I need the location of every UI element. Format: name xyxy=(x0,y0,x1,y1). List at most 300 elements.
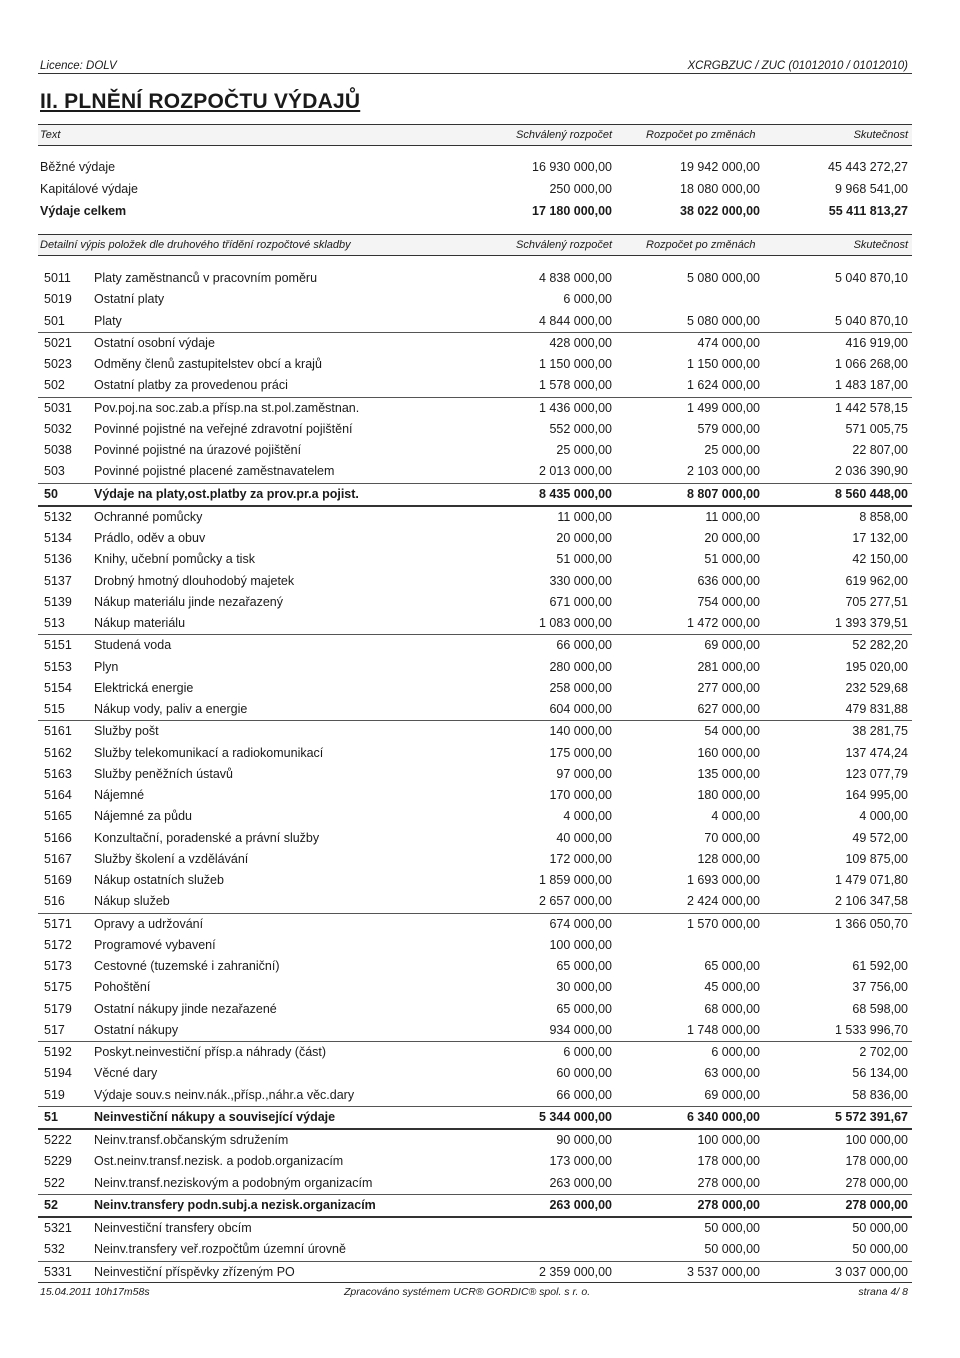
table-row xyxy=(38,1130,912,1151)
subtotal-row xyxy=(38,699,912,721)
approved-value: 330 000,00 xyxy=(549,573,612,588)
table-row xyxy=(38,354,912,375)
item-text: Knihy, učební pomůcky a tisk xyxy=(94,552,255,567)
approved-value: 66 000,00 xyxy=(556,638,612,653)
table-row xyxy=(38,999,912,1020)
revised-value: 69 000,00 xyxy=(704,638,760,653)
approved-value: 428 000,00 xyxy=(549,335,612,350)
group-total-row xyxy=(38,1195,912,1218)
subtotal-row xyxy=(38,1020,912,1042)
item-code: 517 xyxy=(44,1022,65,1037)
approved-value: 173 000,00 xyxy=(549,1154,612,1169)
item-text: Programové vybavení xyxy=(94,937,216,952)
item-code: 532 xyxy=(44,1242,65,1257)
item-text: Prádlo, oděv a obuv xyxy=(94,531,206,545)
table-row xyxy=(38,935,912,956)
approved-value: 1 859 000,00 xyxy=(539,873,612,887)
approved-value: 97 000,00 xyxy=(556,766,612,781)
actual-value: 49 572,00 xyxy=(852,830,908,845)
table-row xyxy=(38,721,912,742)
actual-value: 61 592,00 xyxy=(852,959,908,973)
item-code: 502 xyxy=(44,378,65,393)
item-code: 5321 xyxy=(44,1221,72,1235)
item-code: 50 xyxy=(44,486,58,501)
item-text: Ost.neinv.transf.nezisk. a podob.organizacím xyxy=(94,1154,344,1169)
col-header-detail: Detailní výpis položek dle druhového třídění rozpočtové skladby xyxy=(40,239,351,251)
actual-value: 38 281,75 xyxy=(852,724,908,739)
subtotal-row xyxy=(38,613,912,635)
table-row xyxy=(38,743,912,764)
item-code: 5166 xyxy=(44,830,72,845)
revised-value: 6 340 000,00 xyxy=(687,1109,760,1124)
col-header-approved: Schválený rozpočet xyxy=(516,239,612,251)
item-code: 5222 xyxy=(44,1133,72,1147)
revised-value: 8 807 000,00 xyxy=(687,486,760,501)
item-code: 516 xyxy=(44,894,65,909)
actual-value: 109 875,00 xyxy=(845,851,908,866)
revised-value: 2 424 000,00 xyxy=(687,894,760,909)
item-text: Povinné pojistné na úrazové pojištění xyxy=(94,443,302,457)
approved-value: 2 657 000,00 xyxy=(539,894,612,909)
actual-value: 619 962,00 xyxy=(845,573,908,588)
actual-value: 56 134,00 xyxy=(852,1066,908,1081)
revised-value: 1 624 000,00 xyxy=(687,378,760,393)
revised-value: 160 000,00 xyxy=(697,745,760,760)
revised-value: 281 000,00 xyxy=(697,659,760,674)
table-row xyxy=(38,956,912,977)
actual-value: 232 529,68 xyxy=(845,680,908,695)
item-text: Výdaje souv.s neinv.nák.,přísp.,náhr.a věc.dary xyxy=(94,1087,355,1102)
item-code: 5031 xyxy=(44,400,72,415)
actual-value: 1 442 578,15 xyxy=(835,400,908,415)
item-text: Nákup materiálu jinde nezařazený xyxy=(94,594,283,609)
revised-value: 1 570 000,00 xyxy=(687,916,760,931)
approved-value: 6 000,00 xyxy=(563,292,612,307)
item-text: Ochranné pomůcky xyxy=(94,509,203,524)
item-code: 5021 xyxy=(44,335,72,350)
top-line xyxy=(38,60,912,74)
revised-value: 69 000,00 xyxy=(704,1087,760,1102)
item-code: 5229 xyxy=(44,1154,72,1169)
actual-value: 100 000,00 xyxy=(845,1133,908,1147)
revised-value: 627 000,00 xyxy=(697,702,760,716)
revised-value: 2 103 000,00 xyxy=(687,464,760,479)
table-row xyxy=(38,528,912,549)
item-text: Výdaje na platy,ost.platby za prov.pr.a pojist. xyxy=(94,486,359,501)
actual-value: 37 756,00 xyxy=(852,980,908,995)
group-total-row xyxy=(38,1107,912,1130)
item-code: 5151 xyxy=(44,638,72,653)
item-text: Nájemné xyxy=(94,788,145,802)
item-text: Povinné pojistné placené zaměstnavatelem xyxy=(94,464,335,479)
approved-value: 60 000,00 xyxy=(556,1066,612,1081)
approved-value: 4 838 000,00 xyxy=(539,271,612,285)
item-code: 52 xyxy=(44,1197,58,1212)
item-text: Neinv.transfery podn.subj.a nezisk.organizacím xyxy=(94,1197,376,1212)
subtotal-row xyxy=(38,1239,912,1261)
item-code: 5011 xyxy=(44,271,71,285)
item-text: Plyn xyxy=(94,659,119,674)
item-code: 5175 xyxy=(44,980,72,995)
approved-value: 263 000,00 xyxy=(549,1175,612,1190)
col-header-text: Text xyxy=(40,129,61,141)
item-code: 5167 xyxy=(44,851,72,866)
approved-value: 40 000,00 xyxy=(556,830,612,845)
item-code: 513 xyxy=(44,616,65,630)
revised-value: 5 080 000,00 xyxy=(687,313,760,328)
actual-value: 17 132,00 xyxy=(852,531,908,545)
col-header-actual: Skutečnost xyxy=(853,129,908,141)
actual-value: 8 560 448,00 xyxy=(835,486,908,501)
actual-value: 705 277,51 xyxy=(845,594,908,609)
actual-value: 52 282,20 xyxy=(852,638,908,653)
item-code: 5023 xyxy=(44,357,72,371)
revised-value: 65 000,00 xyxy=(704,959,760,973)
actual-value: 68 598,00 xyxy=(852,1001,908,1016)
approved-value: 65 000,00 xyxy=(556,959,612,973)
item-text: Nákup ostatních služeb xyxy=(94,873,224,887)
col-header-actual: Skutečnost xyxy=(853,239,908,251)
approved-value: 11 000,00 xyxy=(557,509,612,524)
col-header-revised: Rozpočet po změnách xyxy=(646,129,756,141)
summary-actual: 9 968 541,00 xyxy=(835,182,908,196)
item-code: 5331 xyxy=(44,1264,72,1279)
approved-value: 1 150 000,00 xyxy=(539,357,612,371)
actual-value: 2 702,00 xyxy=(859,1045,908,1059)
table-row xyxy=(38,1218,912,1239)
table-row xyxy=(38,333,912,354)
item-text: Ostatní nákupy xyxy=(94,1022,179,1037)
item-text: Studená voda xyxy=(94,638,172,653)
approved-value: 2 013 000,00 xyxy=(539,464,612,479)
subtotal-row xyxy=(38,311,912,333)
table-row xyxy=(38,592,912,613)
revised-value: 1 748 000,00 xyxy=(687,1022,760,1037)
approved-value: 258 000,00 xyxy=(549,680,612,695)
revised-value: 3 537 000,00 xyxy=(687,1264,760,1279)
item-code: 5173 xyxy=(44,959,72,973)
table-row xyxy=(38,440,912,461)
actual-value: 178 000,00 xyxy=(845,1154,908,1169)
subtotal-row xyxy=(38,891,912,913)
table-row xyxy=(38,1262,912,1283)
approved-value: 1 436 000,00 xyxy=(539,400,612,415)
approved-value: 4 844 000,00 xyxy=(539,313,612,328)
actual-value: 2 036 390,90 xyxy=(835,464,908,479)
table-row xyxy=(38,507,912,528)
summary-approved: 17 180 000,00 xyxy=(532,204,612,218)
approved-value: 25 000,00 xyxy=(556,443,612,457)
approved-value: 170 000,00 xyxy=(549,788,612,802)
approved-value: 934 000,00 xyxy=(549,1022,612,1037)
item-text: Nákup služeb xyxy=(94,894,170,909)
item-text: Platy xyxy=(94,313,122,328)
approved-value: 100 000,00 xyxy=(549,937,612,952)
actual-value: 4 000,00 xyxy=(859,809,908,824)
revised-value: 579 000,00 xyxy=(697,421,760,436)
approved-value: 65 000,00 xyxy=(556,1001,612,1016)
item-code: 5032 xyxy=(44,421,72,436)
actual-value: 1 479 071,80 xyxy=(835,873,908,887)
actual-value: 416 919,00 xyxy=(845,335,908,350)
approved-value: 30 000,00 xyxy=(556,980,612,995)
item-text: Služby pošt xyxy=(94,724,159,739)
actual-value: 278 000,00 xyxy=(845,1175,908,1190)
revised-value: 278 000,00 xyxy=(697,1175,760,1190)
revised-value: 1 499 000,00 xyxy=(687,400,760,415)
item-text: Neinvestiční nákupy a související výdaje xyxy=(94,1109,336,1124)
subtotal-row xyxy=(38,1173,912,1195)
revised-value: 180 000,00 xyxy=(697,788,760,802)
item-code: 5179 xyxy=(44,1001,72,1016)
summary-actual: 55 411 813,27 xyxy=(828,204,908,218)
item-code: 501 xyxy=(44,313,65,328)
item-code: 5132 xyxy=(44,509,72,524)
revised-value: 135 000,00 xyxy=(697,766,760,781)
revised-value: 51 000,00 xyxy=(704,552,760,567)
table-row xyxy=(38,635,912,656)
actual-value: 5 572 391,67 xyxy=(835,1109,908,1124)
item-text: Povinné pojistné na veřejné zdravotní pojištění xyxy=(94,421,353,436)
summary-revised: 38 022 000,00 xyxy=(680,204,760,218)
approved-value: 263 000,00 xyxy=(549,1197,612,1212)
table-row xyxy=(38,806,912,827)
summary-actual: 45 443 272,27 xyxy=(828,160,908,174)
actual-value: 1 393 379,51 xyxy=(835,616,908,630)
actual-value: 22 807,00 xyxy=(852,443,908,457)
actual-value: 195 020,00 xyxy=(845,659,908,674)
footer xyxy=(38,1282,912,1299)
item-code: 5136 xyxy=(44,552,72,567)
table-row xyxy=(38,977,912,998)
col-header-revised: Rozpočet po změnách xyxy=(646,239,756,251)
approved-value: 4 000,00 xyxy=(563,809,612,824)
item-code: 5038 xyxy=(44,443,72,457)
item-code: 5161 xyxy=(44,724,72,739)
item-text: Neinvestiční příspěvky zřízeným PO xyxy=(94,1264,295,1279)
table-row xyxy=(38,1063,912,1084)
detail-header xyxy=(38,234,912,256)
item-text: Služby telekomunikací a radiokomunikací xyxy=(94,745,324,760)
item-code: 5137 xyxy=(44,573,72,588)
item-text: Ostatní platy xyxy=(94,292,165,307)
revised-value: 6 000,00 xyxy=(711,1045,760,1059)
summary-text: Výdaje celkem xyxy=(40,204,127,218)
approved-value: 6 000,00 xyxy=(563,1045,612,1059)
item-text: Nákup materiálu xyxy=(94,616,186,630)
approved-value: 671 000,00 xyxy=(549,594,612,609)
table-row xyxy=(38,914,912,935)
actual-value: 2 106 347,58 xyxy=(835,894,908,909)
item-code: 5169 xyxy=(44,873,72,887)
table-row xyxy=(38,398,912,419)
system-note: Zpracováno systémem UCR® GORDIC® spol. s r. o. xyxy=(344,1286,591,1298)
approved-value: 140 000,00 xyxy=(549,724,612,739)
item-code: 5171 xyxy=(44,916,72,931)
item-text: Elektrická energie xyxy=(94,680,194,695)
item-code: 519 xyxy=(44,1087,65,1102)
item-text: Neinv.transf.občanským sdružením xyxy=(94,1133,289,1147)
actual-value: 1 066 268,00 xyxy=(835,357,908,371)
item-code: 522 xyxy=(44,1175,65,1190)
item-text: Ostatní osobní výdaje xyxy=(94,335,215,350)
revised-value: 1 472 000,00 xyxy=(687,616,760,630)
approved-value: 2 359 000,00 xyxy=(539,1264,612,1279)
page-title: II. PLNĚNÍ ROZPOČTU VÝDAJŮ xyxy=(40,90,361,113)
revised-value: 45 000,00 xyxy=(704,980,760,995)
item-text: Věcné dary xyxy=(94,1066,158,1081)
item-code: 51 xyxy=(44,1109,58,1124)
item-text: Služby školení a vzdělávání xyxy=(94,851,249,866)
revised-value: 1 693 000,00 xyxy=(687,873,760,887)
actual-value: 50 000,00 xyxy=(852,1221,908,1235)
revised-value: 754 000,00 xyxy=(697,594,760,609)
revised-value: 1 150 000,00 xyxy=(687,357,760,371)
revised-value: 5 080 000,00 xyxy=(687,271,760,285)
actual-value: 278 000,00 xyxy=(845,1197,908,1212)
print-datetime: 15.04.2011 10h17m58s xyxy=(40,1286,150,1298)
actual-value: 1 533 996,70 xyxy=(835,1022,908,1037)
actual-value: 5 040 870,10 xyxy=(835,271,908,285)
approved-value: 90 000,00 xyxy=(556,1133,612,1147)
item-text: Drobný hmotný dlouhodobý majetek xyxy=(94,573,295,588)
group-total-row xyxy=(38,484,912,507)
approved-value: 552 000,00 xyxy=(549,421,612,436)
item-text: Konzultační, poradenské a právní služby xyxy=(94,830,320,845)
item-code: 5019 xyxy=(44,292,72,307)
actual-value: 1 483 187,00 xyxy=(835,378,908,393)
revised-value: 128 000,00 xyxy=(697,851,760,866)
revised-value: 70 000,00 xyxy=(704,830,760,845)
approved-value: 604 000,00 xyxy=(549,702,612,716)
summary-approved: 250 000,00 xyxy=(549,182,612,196)
approved-value: 51 000,00 xyxy=(556,552,612,567)
item-code: 5164 xyxy=(44,788,72,802)
table-row xyxy=(38,549,912,570)
table-row xyxy=(38,289,912,310)
revised-value: 25 000,00 xyxy=(704,443,760,457)
actual-value: 479 831,88 xyxy=(845,702,908,716)
approved-value: 172 000,00 xyxy=(549,851,612,866)
actual-value: 42 150,00 xyxy=(852,552,908,567)
revised-value: 63 000,00 xyxy=(704,1066,760,1081)
item-code: 5162 xyxy=(44,745,72,760)
item-code: 515 xyxy=(44,702,65,716)
table-row xyxy=(38,419,912,440)
detail-table xyxy=(38,268,912,1283)
item-code: 5154 xyxy=(44,680,72,695)
summary-total-row xyxy=(38,202,912,222)
item-text: Služby peněžních ústavů xyxy=(94,766,233,781)
table-row xyxy=(38,1151,912,1172)
approved-value: 5 344 000,00 xyxy=(539,1109,612,1124)
summary-row xyxy=(38,180,912,200)
licence-label: Licence: DOLV xyxy=(40,60,117,72)
table-row xyxy=(38,870,912,891)
table-row xyxy=(38,764,912,785)
table-row xyxy=(38,571,912,592)
summary-header xyxy=(38,124,912,146)
revised-value: 277 000,00 xyxy=(697,680,760,695)
table-row xyxy=(38,268,912,289)
subtotal-row xyxy=(38,375,912,397)
approved-value: 674 000,00 xyxy=(549,916,612,931)
actual-value: 1 366 050,70 xyxy=(835,916,908,931)
item-code: 5194 xyxy=(44,1066,72,1081)
summary-revised: 18 080 000,00 xyxy=(680,182,760,196)
item-code: 5139 xyxy=(44,594,72,609)
subtotal-row xyxy=(38,461,912,483)
revised-value: 474 000,00 xyxy=(697,335,760,350)
item-code: 5134 xyxy=(44,531,72,545)
revised-value: 178 000,00 xyxy=(697,1154,760,1169)
revised-value: 100 000,00 xyxy=(697,1133,760,1147)
revised-value: 20 000,00 xyxy=(704,531,760,545)
revised-value: 4 000,00 xyxy=(711,809,760,824)
actual-value: 50 000,00 xyxy=(852,1242,908,1257)
item-code: 5172 xyxy=(44,937,72,952)
revised-value: 54 000,00 xyxy=(704,724,760,739)
actual-value: 123 077,79 xyxy=(845,766,908,781)
table-row xyxy=(38,1042,912,1063)
revised-value: 50 000,00 xyxy=(704,1242,760,1257)
actual-value: 137 474,24 xyxy=(845,745,908,760)
item-code: 5165 xyxy=(44,809,72,824)
table-row xyxy=(38,657,912,678)
item-text: Ostatní nákupy jinde nezařazené xyxy=(94,1001,277,1016)
actual-value: 164 995,00 xyxy=(845,788,908,802)
page-number: strana 4/ 8 xyxy=(858,1286,908,1298)
approved-value: 175 000,00 xyxy=(549,745,612,760)
item-code: 503 xyxy=(44,464,65,479)
col-header-approved: Schválený rozpočet xyxy=(516,129,612,141)
revised-value: 50 000,00 xyxy=(704,1221,760,1235)
revised-value: 636 000,00 xyxy=(697,573,760,588)
item-text: Platy zaměstnanců v pracovním poměru xyxy=(94,271,318,285)
actual-value: 3 037 000,00 xyxy=(835,1264,908,1279)
actual-value: 8 858,00 xyxy=(859,509,908,524)
revised-value: 11 000,00 xyxy=(705,509,760,524)
revised-value: 68 000,00 xyxy=(704,1001,760,1016)
approved-value: 66 000,00 xyxy=(556,1087,612,1102)
actual-value: 58 836,00 xyxy=(852,1087,908,1102)
summary-approved: 16 930 000,00 xyxy=(532,160,612,174)
approved-value: 8 435 000,00 xyxy=(539,486,612,501)
item-text: Pov.poj.na soc.zab.a přísp.na st.pol.zaměstnan. xyxy=(94,400,360,415)
item-text: Nájemné za půdu xyxy=(94,809,192,824)
item-code: 5153 xyxy=(44,659,72,674)
item-text: Odměny členů zastupitelstev obcí a krajů xyxy=(94,357,322,371)
table-row xyxy=(38,849,912,870)
approved-value: 20 000,00 xyxy=(556,531,612,545)
item-text: Neinv.transf.neziskovým a podobným organizacím xyxy=(94,1175,373,1190)
table-row xyxy=(38,785,912,806)
approved-value: 1 083 000,00 xyxy=(539,616,612,630)
summary-text: Kapitálové výdaje xyxy=(40,182,138,196)
summary-row xyxy=(38,158,912,178)
item-text: Pohoštění xyxy=(94,980,151,995)
item-text: Neinv.transfery veř.rozpočtům územní úrovně xyxy=(94,1242,346,1257)
table-row xyxy=(38,678,912,699)
approved-value: 1 578 000,00 xyxy=(539,378,612,393)
approved-value: 280 000,00 xyxy=(549,659,612,674)
item-text: Poskyt.neinvestiční přísp.a náhrady (část) xyxy=(94,1045,327,1059)
item-code: 5163 xyxy=(44,766,72,781)
report-code: XCRGBZUC / ZUC (01012010 / 01012010) xyxy=(687,60,908,72)
item-text: Nákup vody, paliv a energie xyxy=(94,702,248,716)
revised-value: 278 000,00 xyxy=(697,1197,760,1212)
actual-value: 5 040 870,10 xyxy=(835,313,908,328)
